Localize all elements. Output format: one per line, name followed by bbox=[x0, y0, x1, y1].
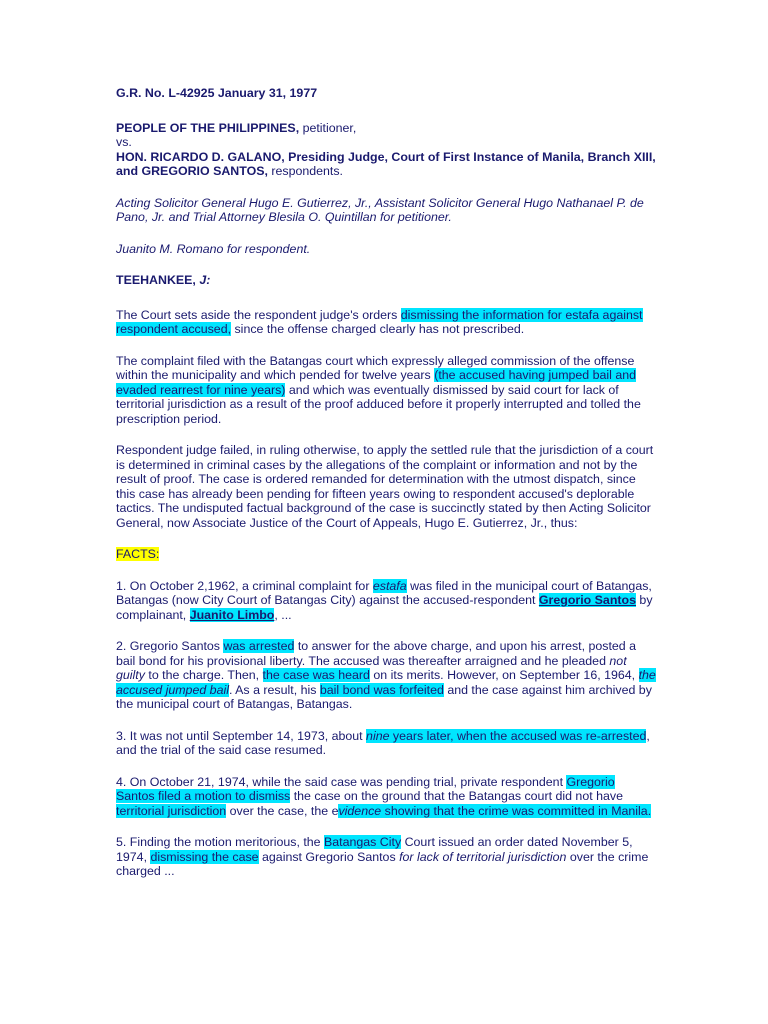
versus: vs. bbox=[116, 135, 132, 149]
case-caption bbox=[116, 121, 656, 179]
highlight: bail bond was forfeited bbox=[319, 682, 444, 697]
case-number: G.R. No. L-42925 January 31, 1977 bbox=[116, 86, 318, 100]
fact-3: 3. It was not until September 14, 1973, about nine years later, when the accused was re-arrested, and the trial of the said case resumed. bbox=[116, 728, 650, 757]
paragraph-2: The complaint filed with the Batangas court which expressly alleged commission of the offense within the municipality and which pended for twelve years (the accused having jumped bail and evaded rearrest for nine years) and which was eventually dismissed by said court for lack of territorial jurisdiction as a result of the proof adduced before it properly interrupted and tolled the prescription period. bbox=[116, 353, 641, 426]
counsel-respondent: Juanito M. Romano for respondent. bbox=[116, 241, 311, 256]
paragraph-3: Respondent judge failed, in ruling otherwise, to apply the settled rule that the jurisdiction of a court is determined in criminal cases by the allegations of the complaint or information and not by the result of proof. The case is ordered remanded for determination with the utmost dispatch, since this case has already been pending for fifteen years owing to respondent accused's deplorable tactics. The undisputed factual background of the case is succinctly stated by then Acting Solicitor General, now Associate Justice of the Court of Appeals, Hugo E. Gutierrez, Jr., thus: bbox=[116, 443, 654, 530]
juanito-limbo-link[interactable]: Juanito Limbo bbox=[189, 607, 275, 622]
highlight: territorial jurisdiction bbox=[116, 803, 227, 818]
petitioner-name: PEOPLE OF THE PHILIPPINES, bbox=[116, 120, 300, 135]
highlight: the accused jumped bail bbox=[116, 668, 656, 697]
highlight: dismissing the information for estafa against respondent accused, bbox=[116, 307, 643, 336]
fact-1: 1. On October 2,1962, a criminal complaint for estafa was filed in the municipal court of Batangas, Batangas (now City Court of Batangas City) against the accused-respondent Gregorio Santos by complainant, Juanito Limbo, ... bbox=[116, 578, 653, 622]
highlight: estafa bbox=[372, 578, 407, 593]
respondent-role: respondents. bbox=[267, 164, 344, 178]
facts-heading: FACTS: bbox=[116, 547, 160, 561]
highlight: Gregorio Santos filed a motion to dismiss bbox=[116, 774, 615, 803]
highlight: nine years later, when the accused was re-arrested bbox=[366, 728, 647, 743]
highlight: (the accused having jumped bail and evaded rearrest for nine years) bbox=[116, 368, 637, 397]
highlight: the case was heard bbox=[262, 668, 370, 682]
gregorio-santos-link[interactable]: Gregorio Santos bbox=[538, 593, 636, 607]
fact-4: 4. On October 21, 1974, while the said case was pending trial, private respondent Gregorio Santos filed a motion to dismiss the case on the ground that the Batangas court did not have territorial jurisdiction over the case, the evidence showing that the crime was committed in Manila. bbox=[116, 774, 652, 818]
highlight: vidence bbox=[338, 803, 382, 818]
highlight: showing that the crime was committed in Manila. bbox=[381, 803, 652, 818]
highlight: Batangas City bbox=[324, 835, 402, 849]
highlight: dismissing the case bbox=[150, 849, 259, 864]
highlight: was arrested bbox=[223, 639, 295, 653]
ponente: TEEHANKEE, J: bbox=[116, 273, 211, 287]
respondent-names: HON. RICARDO D. GALANO, Presiding Judge, Court of First Instance of Manila, Branch XIII, and GREGORIO SANTOS, bbox=[116, 149, 656, 178]
petitioner-role: petitioner, bbox=[299, 120, 357, 135]
paragraph-1: The Court sets aside the respondent judge's orders dismissing the information for estafa against respondent accused, since the offense charged clearly has not prescribed. bbox=[116, 307, 643, 336]
fact-5: 5. Finding the motion meritorious, the Batangas City Court issued an order dated November 5, 1974, dismissing the case against Gregorio Santos for lack of territorial jurisdiction over the crime charged ... bbox=[116, 835, 649, 878]
fact-2: 2. Gregorio Santos was arrested to answer for the above charge, and upon his arrest, posted a bail bond for his provisional liberty. The accused was thereafter arraigned and he pleaded not guilty to the charge. Then, the case was heard on its merits. However, on September 16, 1964, the accused jumped bail. As a result, his bail bond was forfeited and the case against him archived by the municipal court of Batangas, Batangas. bbox=[116, 639, 656, 711]
document-page bbox=[116, 86, 656, 879]
counsel-petitioner: Acting Solicitor General Hugo E. Gutierrez, Jr., Assistant Solicitor General Hugo Nathanael P. de Pano, Jr. and Trial Attorney Blesila O. Quintillan for petitioner. bbox=[116, 195, 644, 224]
